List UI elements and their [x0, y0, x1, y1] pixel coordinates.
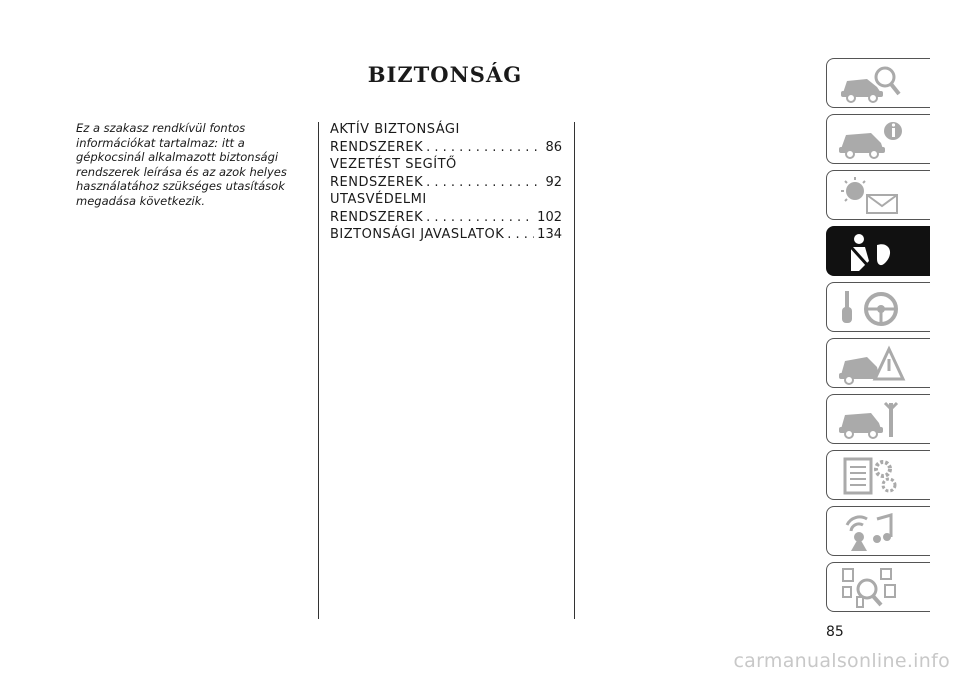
page-title: BIZTONSÁG: [367, 62, 523, 87]
car-warning-icon: [837, 343, 907, 385]
toc-leader-dots: [426, 139, 537, 157]
light-message-icon: [837, 175, 907, 217]
tab-key-steering[interactable]: [826, 282, 930, 332]
toc-entry-driver-assist[interactable]: [330, 156, 562, 191]
tab-safety[interactable]: [826, 226, 930, 276]
intro-line: Ez a szakasz rendkívül fontos: [76, 121, 246, 135]
key-steering-wheel-icon: [837, 287, 907, 329]
toc-entry-label: RENDSZEREK: [330, 139, 424, 155]
alphabetical-index-icon: [837, 567, 907, 609]
intro-line: gépkocsinál alkalmazott biztonsági: [76, 150, 279, 165]
column-divider: [574, 122, 575, 619]
intro-line: rendszerek leírása és az azok helyes: [76, 164, 287, 179]
intro-text: [76, 121, 306, 209]
intro-line: használatához szükséges utasítások: [76, 179, 285, 194]
toc-leader-dots: [426, 209, 534, 227]
spec-sheet-gears-icon: [837, 455, 907, 497]
toc-page-number: 102: [537, 209, 562, 225]
toc-entry-active-safety[interactable]: [330, 121, 562, 156]
column-divider: [318, 122, 319, 619]
toc-leader-dots: [507, 226, 534, 244]
seatbelt-airbag-icon: [837, 231, 907, 273]
toc-entry-label: RENDSZEREK: [330, 174, 424, 190]
toc-entry-label: RENDSZEREK: [330, 209, 424, 225]
tab-car-info[interactable]: [826, 114, 930, 164]
table-of-contents: [330, 121, 562, 244]
tab-car-warning[interactable]: [826, 338, 930, 388]
tab-car-wrench[interactable]: [826, 394, 930, 444]
toc-entry-title: UTASVÉDELMI: [330, 192, 427, 207]
tab-specifications[interactable]: [826, 450, 930, 500]
toc-page-number: 134: [537, 227, 562, 242]
page-number: 85: [826, 624, 844, 640]
toc-page-number: 92: [545, 174, 562, 190]
toc-entry-safety-tips[interactable]: [330, 226, 562, 244]
toc-entry-title: VEZETÉST SEGÍTŐ: [330, 157, 457, 172]
intro-line: információkat tartalmaz: itt a: [76, 135, 245, 150]
toc-entry-occupant-protection[interactable]: [330, 191, 562, 226]
toc-page-number: 86: [545, 139, 562, 155]
intro-line: megadása következik.: [76, 193, 206, 208]
car-info-icon: [837, 119, 907, 161]
car-search-icon: [837, 63, 907, 105]
tab-car-search[interactable]: [826, 58, 930, 108]
tab-light-message[interactable]: [826, 170, 930, 220]
tab-multimedia[interactable]: [826, 506, 930, 556]
car-wrench-icon: [837, 399, 907, 441]
tab-index[interactable]: [826, 562, 930, 612]
toc-entry-title: AKTÍV BIZTONSÁGI: [330, 122, 460, 137]
toc-leader-dots: [426, 174, 537, 192]
watermark[interactable]: carmanualsonline.info: [733, 650, 950, 672]
multimedia-icon: [837, 511, 907, 553]
toc-entry-label: BIZTONSÁGI JAVASLATOK: [330, 227, 505, 242]
